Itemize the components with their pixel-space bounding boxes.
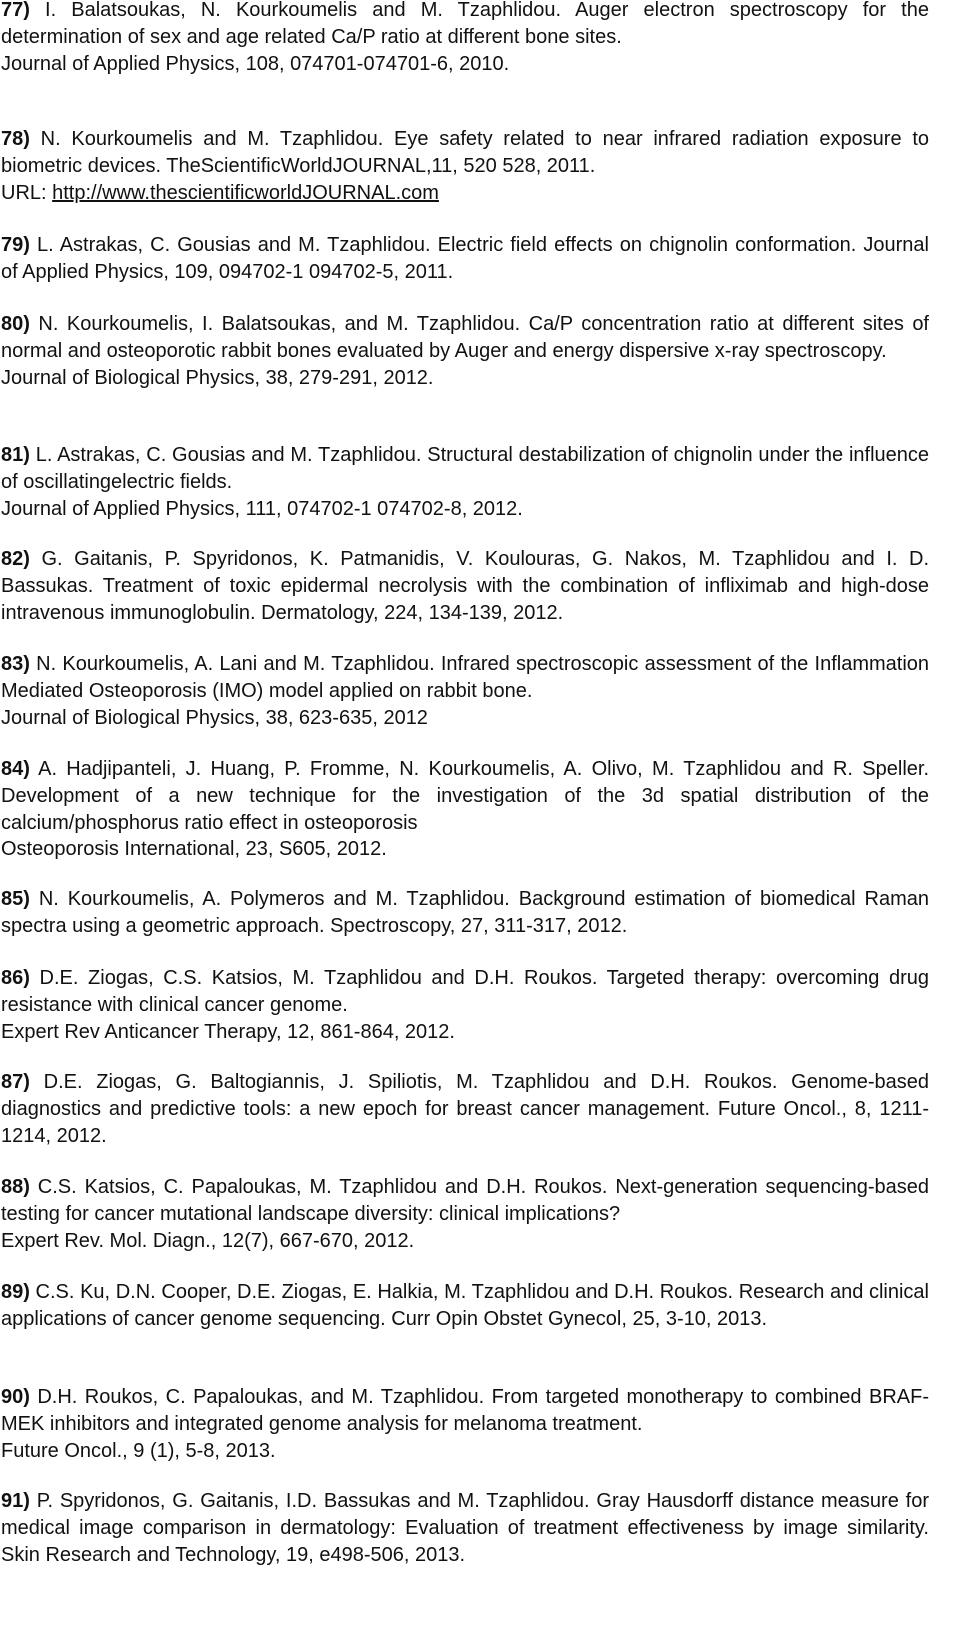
reference-text: N. Kourkoumelis, I. Balatsoukas, and M. Tzaphlidou. Ca/P concentration ratio at different sites of normal and osteoporotic rabbit bones evaluated by Auger and energy dispersive x-ray spectroscopy.: [1, 313, 929, 362]
reference-number: 90): [1, 1386, 30, 1408]
reference-journal: Expert Rev. Mol. Diagn., 12(7), 667-670, 2012.: [1, 1229, 415, 1252]
reference-88: [1, 1174, 929, 1254]
reference-number: 88): [1, 1176, 30, 1198]
reference-journal: Journal of Applied Physics, 111, 074702-1 074702-8, 2012.: [1, 497, 523, 520]
reference-text: C.S. Katsios, C. Papaloukas, M. Tzaphlidou and D.H. Roukos. Next-generation sequencing-based testing for cancer mutational landscape diversity: clinical implications?: [1, 1176, 929, 1225]
reference-80: [1, 311, 929, 391]
reference-number: 81): [1, 444, 30, 466]
reference-89: [1, 1279, 929, 1333]
reference-text: N. Kourkoumelis and M. Tzaphlidou. Eye safety related to near infrared radiation exposure to biometric devices. TheScientificWorldJOURNAL,11, 520 528, 2011.: [1, 128, 929, 177]
reference-number: 83): [1, 653, 30, 675]
reference-url-link[interactable]: http://www.thescientificworldJOURNAL.com: [52, 181, 439, 204]
reference-78: [1, 126, 929, 206]
reference-91: [1, 1488, 929, 1568]
reference-journal: Osteoporosis International, 23, S605, 2012.: [1, 838, 387, 861]
reference-86: [1, 965, 929, 1045]
reference-number: 84): [1, 758, 30, 780]
url-prefix: URL:: [1, 181, 53, 204]
reference-number: 87): [1, 1071, 30, 1093]
reference-number: 85): [1, 888, 30, 910]
reference-text: G. Gaitanis, P. Spyridonos, K. Patmanidis, V. Koulouras, G. Nakos, M. Tzaphlidou and I. D. Bassukas. Treatment of toxic epidermal necrolysis with the combination of infliximab and high-dose intravenous immunoglobulin. Dermatology, 224, 134-139, 2012.: [1, 548, 929, 624]
reference-79: [1, 232, 929, 286]
reference-number: 77): [1, 0, 30, 21]
reference-journal: Journal of Applied Physics, 108, 074701-074701-6, 2010.: [1, 52, 510, 75]
reference-text: L. Astrakas, C. Gousias and M. Tzaphlidou. Electric field effects on chignolin conformation. Journal of Applied Physics, 109, 094702-1 094702-5, 2011.: [1, 234, 930, 283]
reference-text: N. Kourkoumelis, A. Polymeros and M. Tzaphlidou. Background estimation of biomedical Raman spectra using a geometric approach. Spectroscopy, 27, 311-317, 2012.: [1, 888, 929, 937]
reference-number: 91): [1, 1490, 30, 1512]
reference-text: I. Balatsoukas, N. Kourkoumelis and M. Tzaphlidou. Auger electron spectroscopy for the determination of sex and age related Ca/P ratio at different bone sites.: [1, 0, 929, 48]
reference-number: 89): [1, 1281, 30, 1303]
reference-77: [1, 0, 929, 77]
reference-text: N. Kourkoumelis, A. Lani and M. Tzaphlidou. Infrared spectroscopic assessment of the Inflammation Mediated Osteoporosis (IMO) model applied on rabbit bone.: [1, 653, 930, 702]
reference-number: 80): [1, 313, 30, 335]
reference-85: [1, 886, 929, 940]
reference-82: [1, 546, 929, 626]
reference-84: [1, 756, 929, 863]
reference-text: D.E. Ziogas, G. Baltogiannis, J. Spiliotis, M. Tzaphlidou and D.H. Roukos. Genome-based diagnostics and predictive tools: a new epoch for breast cancer management. Future Oncol., 8, 1211-1214, 2012.: [1, 1071, 929, 1147]
reference-number: 79): [1, 234, 30, 256]
reference-87: [1, 1069, 929, 1149]
reference-text: D.E. Ziogas, C.S. Katsios, M. Tzaphlidou and D.H. Roukos. Targeted therapy: overcoming drug resistance with clinical cancer genome.: [1, 967, 930, 1016]
reference-journal: Journal of Biological Physics, 38, 623-635, 2012: [1, 706, 428, 729]
reference-83: [1, 651, 929, 731]
reference-text: L. Astrakas, C. Gousias and M. Tzaphlidou. Structural destabilization of chignolin under the influence of oscillatingelectric fields.: [1, 444, 930, 493]
reference-journal: Future Oncol., 9 (1), 5-8, 2013.: [1, 1439, 276, 1462]
reference-text: D.H. Roukos, C. Papaloukas, and M. Tzaphlidou. From targeted monotherapy to combined BRAF-MEK inhibitors and integrated genome analysis for melanoma treatment.: [1, 1386, 929, 1435]
reference-journal: Expert Rev Anticancer Therapy, 12, 861-864, 2012.: [1, 1020, 455, 1043]
reference-text: P. Spyridonos, G. Gaitanis, I.D. Bassukas and M. Tzaphlidou. Gray Hausdorff distance measure for medical image comparison in dermatology: Evaluation of treatment effectiveness by image similarity. Skin Research and Technology, 19, e498-506, 2013.: [1, 1490, 929, 1566]
reference-journal: Journal of Biological Physics, 38, 279-291, 2012.: [1, 366, 434, 389]
reference-text: C.S. Ku, D.N. Cooper, D.E. Ziogas, E. Halkia, M. Tzaphlidou and D.H. Roukos. Research and clinical applications of cancer genome sequencing. Curr Opin Obstet Gynecol, 25, 3-10, 2013.: [1, 1281, 929, 1330]
reference-90: [1, 1384, 929, 1464]
reference-number: 78): [1, 128, 30, 150]
reference-number: 86): [1, 967, 30, 989]
reference-81: [1, 442, 929, 522]
reference-url-line: [1, 180, 929, 207]
reference-text: A. Hadjipanteli, J. Huang, P. Fromme, N. Kourkoumelis, A. Olivo, M. Tzaphlidou and R. Speller. Development of a new technique for the investigation of the 3d spatial distribution of the calcium/phosphorus ratio effect in osteoporosis: [1, 758, 929, 834]
reference-number: 82): [1, 548, 30, 570]
